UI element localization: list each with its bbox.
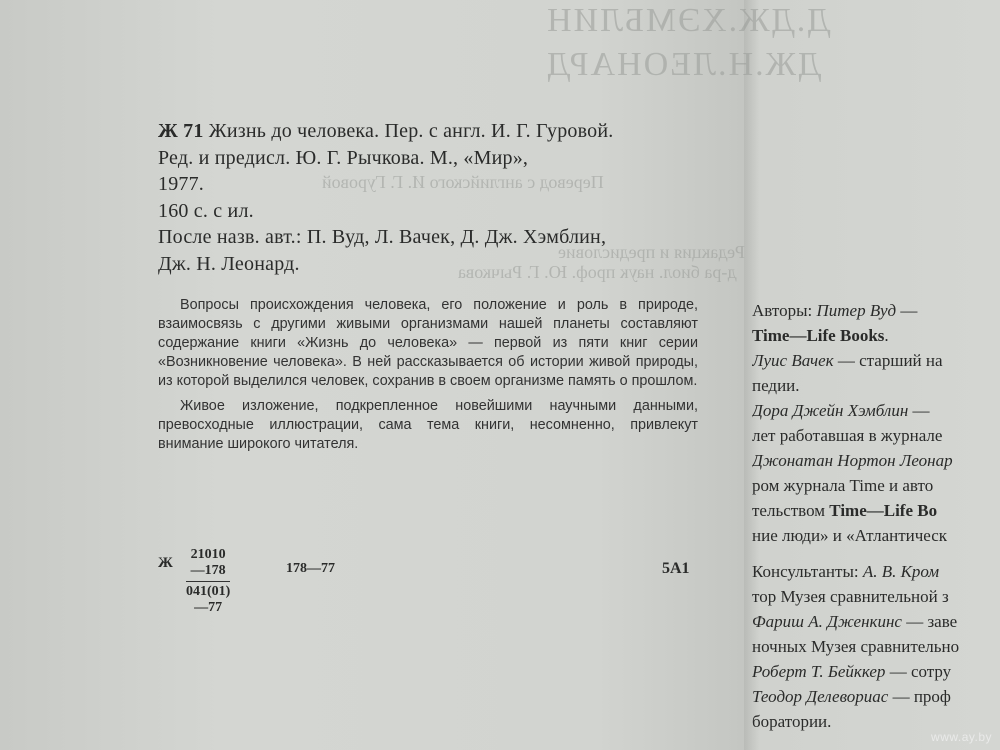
credit-label: Консультанты:: [752, 562, 863, 581]
code-numerator: 21010—178: [186, 547, 230, 582]
credit-text: тельством: [752, 501, 830, 520]
show-through-text: Д.ДЖ.ХЭМБЛИН: [545, 2, 831, 39]
credit-line: ром журнала Time и авто: [752, 476, 934, 495]
copy-number: 178—77: [286, 561, 335, 576]
credit-line: [752, 659, 1000, 684]
credit-text: — проф: [888, 687, 951, 706]
plate-code: 5А1: [662, 560, 690, 577]
credit-line: педии.: [752, 376, 800, 395]
credit-line: тор Музея сравнительной з: [752, 587, 949, 606]
show-through-text: ДЖ.Н.ЛЕОНАРД: [545, 46, 822, 83]
show-through-text: д-ра биол. наук проф. Ю. Г. Рычкова: [458, 262, 737, 282]
credit-text: — заве: [901, 612, 958, 631]
code-fraction: [186, 547, 230, 616]
credit-label: Авторы:: [752, 301, 817, 320]
entry-line: 1977.: [158, 173, 204, 195]
credit-line: [752, 323, 1000, 348]
consultant-name: Фариш А. Дженкинс: [752, 612, 902, 631]
consultant-name: А. В. Кром: [862, 562, 940, 581]
credit-line: боратории.: [752, 712, 832, 731]
credit-line: [752, 398, 1000, 423]
consultant-name: Теодор Делевориас: [752, 687, 889, 706]
show-through-text: Редакция и предисловие: [558, 242, 745, 262]
credit-line: [752, 498, 1000, 523]
author-name: Дора Джейн Хэмблин: [752, 401, 909, 420]
catalog-code: Ж 71: [158, 120, 204, 142]
credit-text: .: [884, 326, 889, 345]
credit-line: лет работавшая в журнале: [752, 426, 943, 445]
spacer: [752, 548, 1000, 559]
credit-line: [752, 559, 1000, 584]
credit-line: [752, 298, 1000, 323]
publication-codes: [158, 547, 335, 615]
annotation: [158, 296, 698, 454]
show-through-text: Перевод с английского И. Г. Гуровой: [322, 172, 604, 192]
entry-line: После назв. авт.: П. Вуд, Л. Вачек, Д. Дж. Хэмблин,: [158, 226, 607, 248]
credit-text: — сотру: [885, 662, 952, 681]
credits-column: [752, 298, 1000, 734]
entry-line: Дж. Н. Леонард.: [158, 252, 300, 275]
entry-title: Жизнь до человека. Пер. с англ. И. Г. Гуровой.: [203, 120, 614, 142]
entry-line: Ред. и предисл. Ю. Г. Рычкова. М., «Мир»,: [158, 146, 529, 169]
credit-text: —: [896, 301, 918, 320]
watermark: www.ay.by: [931, 730, 992, 744]
credit-text: — старший на: [833, 351, 943, 370]
credit-line: [752, 448, 1000, 473]
credit-line: ночных Музея сравнительно: [752, 637, 960, 656]
publisher-name: Time—Life Books: [752, 326, 885, 345]
code-prefix: Ж: [158, 555, 173, 571]
bibliographic-entry: [158, 118, 758, 277]
entry-line: 160 с. с ил.: [158, 199, 254, 222]
consultant-name: Роберт Т. Бейккер: [752, 662, 886, 681]
annotation-paragraph: Вопросы происхождения человека, его положение и роль в природе, взаимосвязь с другими живыми организмами нашей планеты составляют содержание книги «Жизнь до человека» — первой из пяти книг серии «Возникновение человека». В ней рассказывается об истории живой природы, из которой выделился человек, сохранив в своем организме память о прошлом.: [158, 297, 698, 389]
entry-line: [158, 118, 758, 145]
credit-text: —: [908, 401, 930, 420]
annotation-paragraph: Живое изложение, подкрепленное новейшими научными данными, превосходные иллюстрации, сама тема книги, несомненно, привлекут внимание широкого читателя.: [158, 398, 698, 452]
code-denominator: 041(01)—77: [186, 584, 231, 615]
credit-line: [752, 684, 1000, 709]
publisher-name: Time—Life Bo: [829, 501, 938, 520]
author-name: Джонатан Нортон Леонар: [752, 451, 953, 470]
credit-line: [752, 609, 1000, 634]
credit-line: ние люди» и «Атлантическ: [752, 526, 948, 545]
credit-line: [752, 348, 1000, 373]
author-name: Питер Вуд: [816, 301, 897, 320]
author-name: Луис Вачек: [752, 351, 834, 370]
